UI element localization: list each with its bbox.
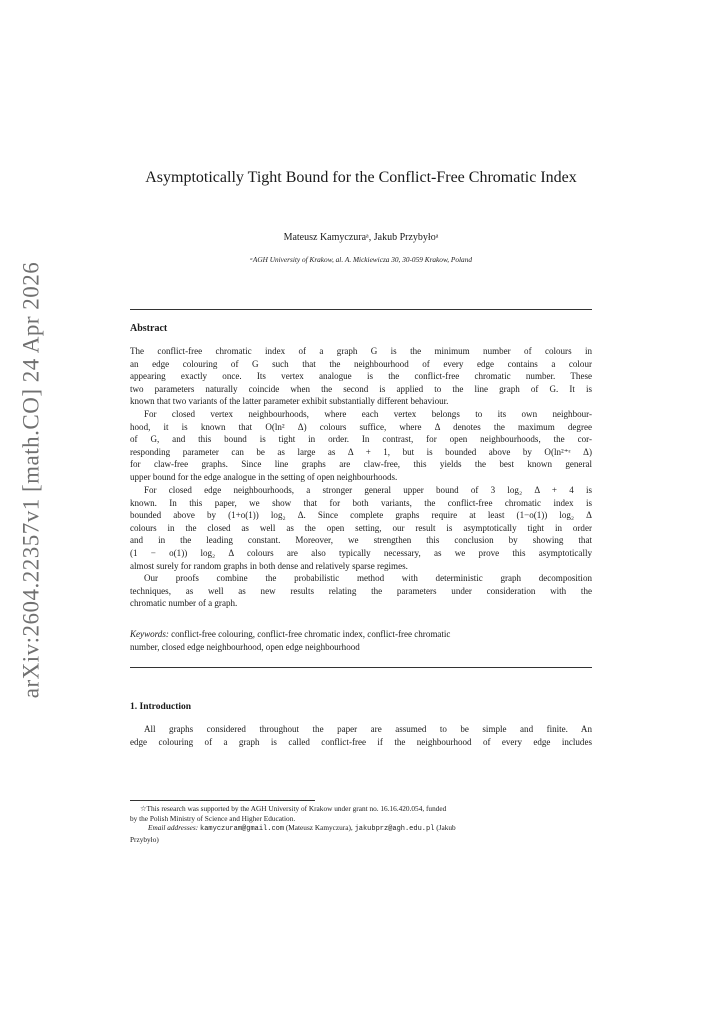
abstract-line: For closed vertex neighbourhoods, where each vertex belongs to its own neighbour- <box>144 409 592 419</box>
abstract-paragraph-4 <box>130 572 592 610</box>
footnote-line: Przybyło) <box>130 834 159 844</box>
keywords-line: number, closed edge neighbourhood, open edge neighbourhood <box>130 641 360 652</box>
email-link-kamyczura[interactable]: kamyczuram@gmail.com <box>200 825 285 834</box>
abstract-line: almost surely for random graphs in both dense and relatively sparse regimes. <box>130 560 408 571</box>
email-label: Email addresses: <box>148 823 199 833</box>
abstract-line: of G, and this bound is tight in order. In contrast, for open neighbourhoods, the cor- <box>130 434 592 445</box>
arxiv-identifier-stamp <box>14 261 48 699</box>
introduction-text <box>130 723 592 748</box>
keywords <box>130 628 592 653</box>
affiliation: ᵃAGH University of Krakow, al. A. Mickiewicza 30, 30-059 Krakow, Poland <box>250 255 472 264</box>
abstract-line: for claw-free graphs. Since line graphs are claw-free, this yields the best known general <box>130 459 592 470</box>
abstract-paragraph-2 <box>130 408 592 484</box>
abstract-line: known that two variants of the latter parameter exhibit substantially different behaviour. <box>130 396 449 407</box>
email-owner: (Jakub <box>434 823 456 833</box>
abstract-line: (1 − o(1)) log₂ Δ colours are also typically necessary, as we prove this asymptotically <box>130 547 592 558</box>
abstract-top-rule <box>130 309 592 310</box>
abstract-line: hood, it is known that O(ln² Δ) colours suffice, where Δ denotes the maximum degree <box>130 421 592 432</box>
paper-title: Asymptotically Tight Bound for the Conflict-Free Chromatic Index <box>145 169 577 186</box>
abstract-line: responding parameter can be as large as Δ + 1, but is bounded above by O(ln²⁺ᵋ Δ) <box>130 446 592 457</box>
author-list: Mateusz Kamyczuraᵃ, Jakub Przybyłoᵃ <box>283 232 439 243</box>
abstract-paragraph-1 <box>130 345 592 408</box>
email-owner: (Mateusz Kamyczura), <box>284 823 355 833</box>
section-heading-introduction: 1. Introduction <box>130 702 192 712</box>
abstract-line: For closed edge neighbourhoods, a stronger general upper bound of 3 log₂ Δ + 4 is <box>144 485 592 495</box>
abstract-heading: Abstract <box>130 323 168 334</box>
abstract-line: Our proofs combine the probabilistic method with deterministic graph decomposition <box>144 573 592 583</box>
intro-line: All graphs considered throughout the paper are assumed to be simple and finite. An <box>144 724 592 734</box>
abstract-line: two parameters naturally coincide when the second is applied to the line graph of G. It is <box>130 383 592 394</box>
abstract-line: known. In this paper, we show that for both variants, the conflict-free chromatic index is <box>130 497 592 508</box>
abstract-line: The conflict-free chromatic index of a graph G is the minimum number of colours in <box>130 346 592 356</box>
abstract-line: chromatic number of a graph. <box>130 598 238 609</box>
abstract-paragraph-3 <box>130 484 592 572</box>
footnote-line: ☆This research was supported by the AGH University of Krakow under grant no. 16.16.420.054, funded <box>140 804 447 813</box>
abstract-line: upper bound for the edge analogue in the setting of open neighbourhoods. <box>130 471 398 482</box>
abstract-line: colours in the closed as well as the open setting, our result is asymptotically tight in order <box>130 522 592 533</box>
intro-line: edge colouring of a graph is called conflict-free if the neighbourhood of every edge includes <box>130 736 592 747</box>
footnote-rule <box>130 800 315 801</box>
email-link-przybylo[interactable]: jakubprz@agh.edu.pl <box>354 825 435 834</box>
keywords-label: Keywords: <box>130 629 169 639</box>
abstract-line: appearing exactly once. Its vertex analogue is the conflict-free chromatic number. These <box>130 371 592 382</box>
abstract-line: and in the leading constant. Moreover, we strengthen this conclusion by showing that <box>130 535 592 546</box>
arxiv-id-text: arXiv:2604.22357v1 [math.CO] 24 Apr 2026 <box>18 261 44 699</box>
abstract-line: bounded above by (1+o(1)) log₂ Δ. Since complete graphs require at least (1−o(1)) log₂ Δ <box>130 510 592 521</box>
abstract-line: an edge colouring of G such that the neighbourhood of every edge contains a colour <box>130 358 592 369</box>
abstract-bottom-rule <box>130 667 592 668</box>
footnotes <box>130 804 592 844</box>
footnote-line: by the Polish Ministry of Science and Higher Education. <box>130 813 296 823</box>
keywords-line: conflict-free colouring, conflict-free chromatic index, conflict-free chromatic <box>168 629 451 639</box>
abstract-line: techniques, as well as new results relating the parameters under consideration with the <box>130 585 592 596</box>
